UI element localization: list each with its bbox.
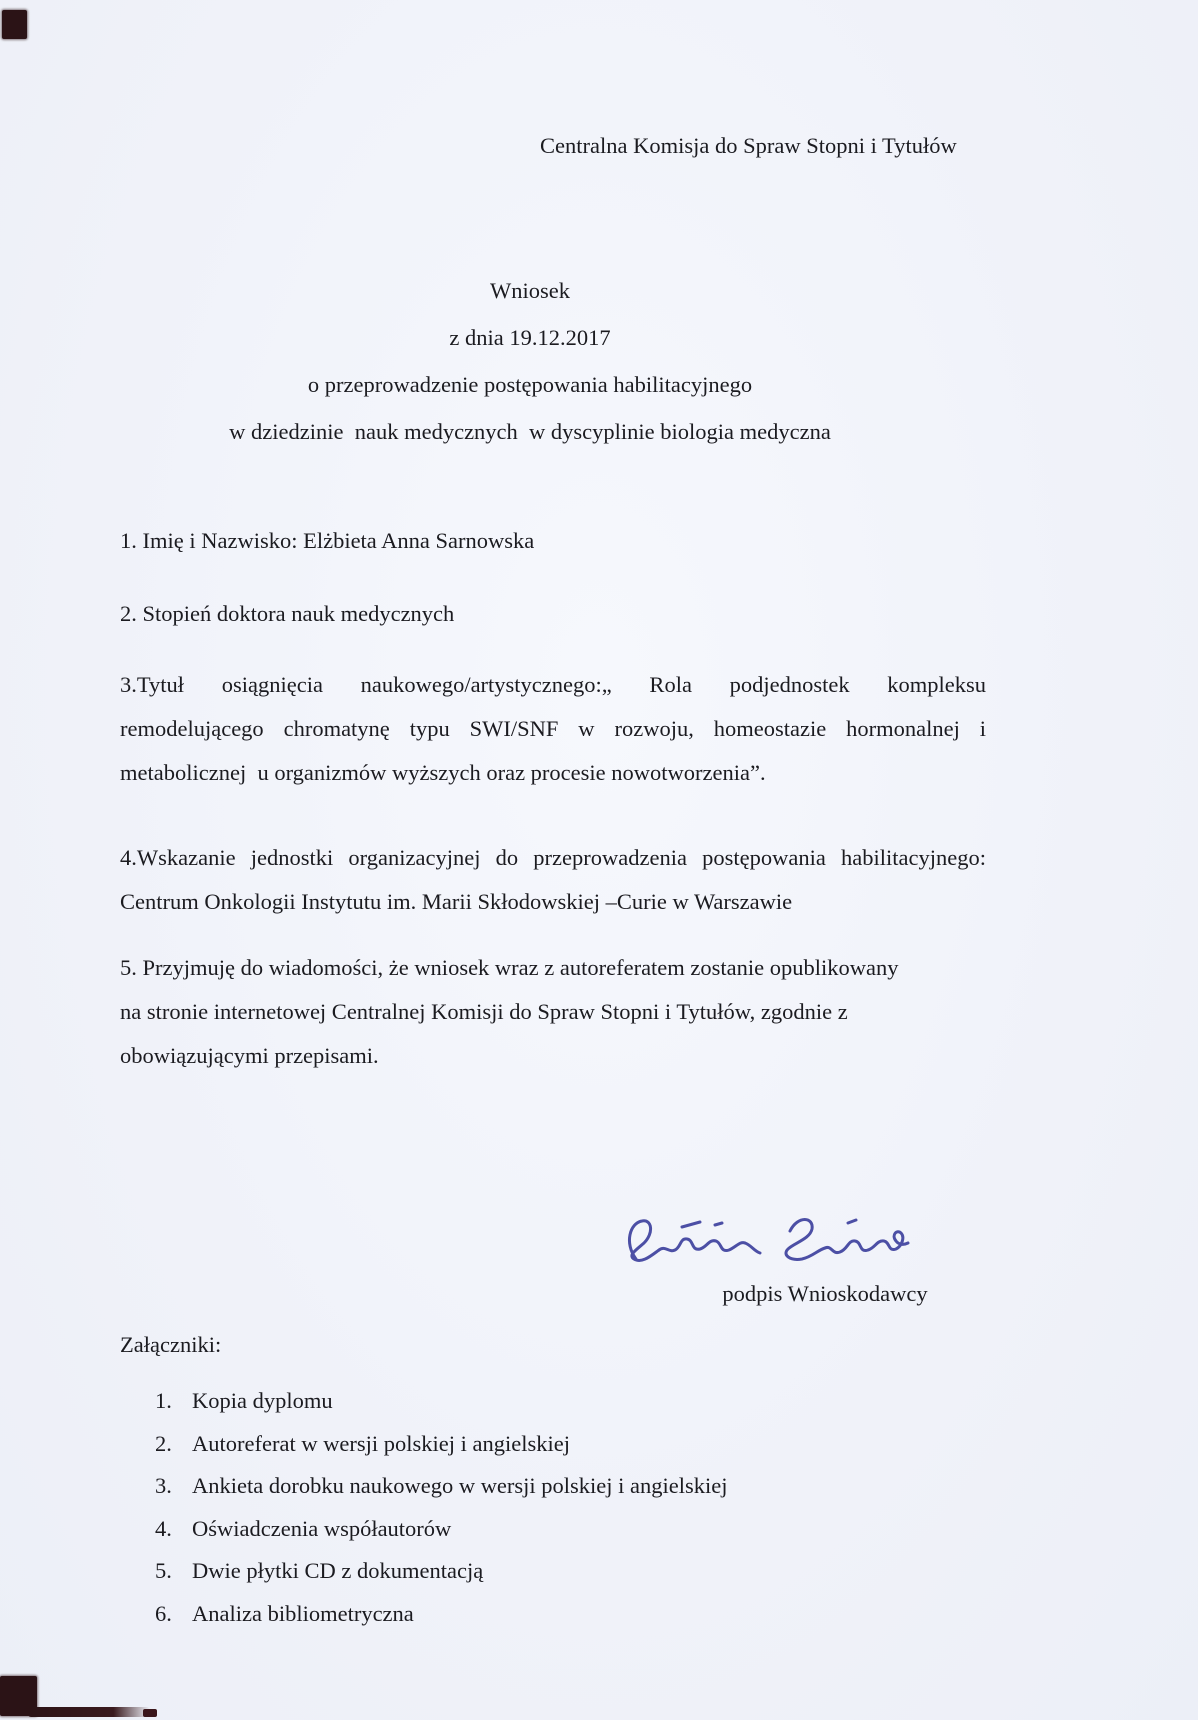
attachment-row [155,1431,855,1474]
item-4-institution [120,845,986,933]
item-5-consent [120,955,986,1087]
item-4-line-1: 4.Wskazanie jednostki organizacyjnej do przeprowadzenia postępowania habilitacyjnego: [120,845,986,870]
scan-artifact-top-left [2,10,27,39]
attachment-number: 2. [155,1430,172,1456]
document-subtitle: o przeprowadzenie postępowania habilitacyjnego [307,372,753,397]
attachment-text: Autoreferat w wersji polskiej i angielskiej [192,1430,571,1456]
addressee-header: Centralna Komisja do Spraw Stopni i Tytułów [540,133,957,158]
attachment-text: Dwie płytki CD z dokumentacją [192,1558,484,1583]
item-3-line-1: 3.Tytuł osiągnięcia naukowego/artystycznego:„ Rola podjednostek kompleksu [120,672,986,697]
attachment-row [155,1388,855,1431]
attachment-row [155,1601,855,1644]
document-title: Wniosek [490,278,570,303]
attachment-number: 3. [155,1473,172,1498]
scan-artifact-bottom-dot [143,1709,157,1717]
item-5-line-3: obowiązującymi przepisami. [120,1043,379,1068]
attachment-row [155,1473,855,1516]
attachment-number: 4. [155,1515,172,1541]
attachments-label: Załączniki: [120,1332,222,1357]
attachment-number: 1. [155,1388,172,1413]
signature-caption: podpis Wnioskodawcy [722,1281,928,1306]
attachment-row [155,1516,855,1559]
attachments-list [155,1388,855,1643]
attachment-text: Ankieta dorobku naukowego w wersji polskiej i angielskiej [192,1473,728,1498]
item-2-degree [120,601,986,645]
document-date: z dnia 19.12.2017 [449,325,611,350]
item-3-line-3: metabolicznej u organizmów wyższych oraz procesie nowotworzenia”. [120,760,766,785]
title-block [30,278,1030,466]
item-3-line-2: remodelującego chromatynę typu SWI/SNF w rozwoju, homeostazie hormonalnej i [120,716,986,741]
item-4-line-2: Centrum Onkologii Instytutu im. Marii Skłodowskiej –Curie w Warszawie [120,889,793,914]
attachment-text: Analiza bibliometryczna [192,1600,414,1626]
item-2-text: 2. Stopień doktora nauk medycznych [120,601,455,626]
item-3-achievement-title [120,672,986,804]
attachment-number: 5. [155,1558,172,1583]
attachment-number: 6. [155,1600,172,1626]
item-1-name [120,528,986,572]
item-5-line-1: 5. Przyjmuję do wiadomości, że wniosek wraz z autoreferatem zostanie opublikowany [120,955,899,980]
scan-artifact-bottom-strip [28,1707,150,1717]
attachment-row [155,1558,855,1601]
signature-handwriting-icon [612,1203,912,1293]
item-5-line-2: na stronie internetowej Centralnej Komisji do Spraw Stopni i Tytułów, zgodnie z [120,999,848,1024]
document-discipline: w dziedzinie nauk medycznych w dyscyplinie biologia medyczna [229,419,831,444]
item-1-text: 1. Imię i Nazwisko: Elżbieta Anna Sarnowska [120,528,535,553]
attachment-text: Oświadczenia współautorów [192,1515,452,1541]
attachment-text: Kopia dyplomu [192,1388,333,1413]
